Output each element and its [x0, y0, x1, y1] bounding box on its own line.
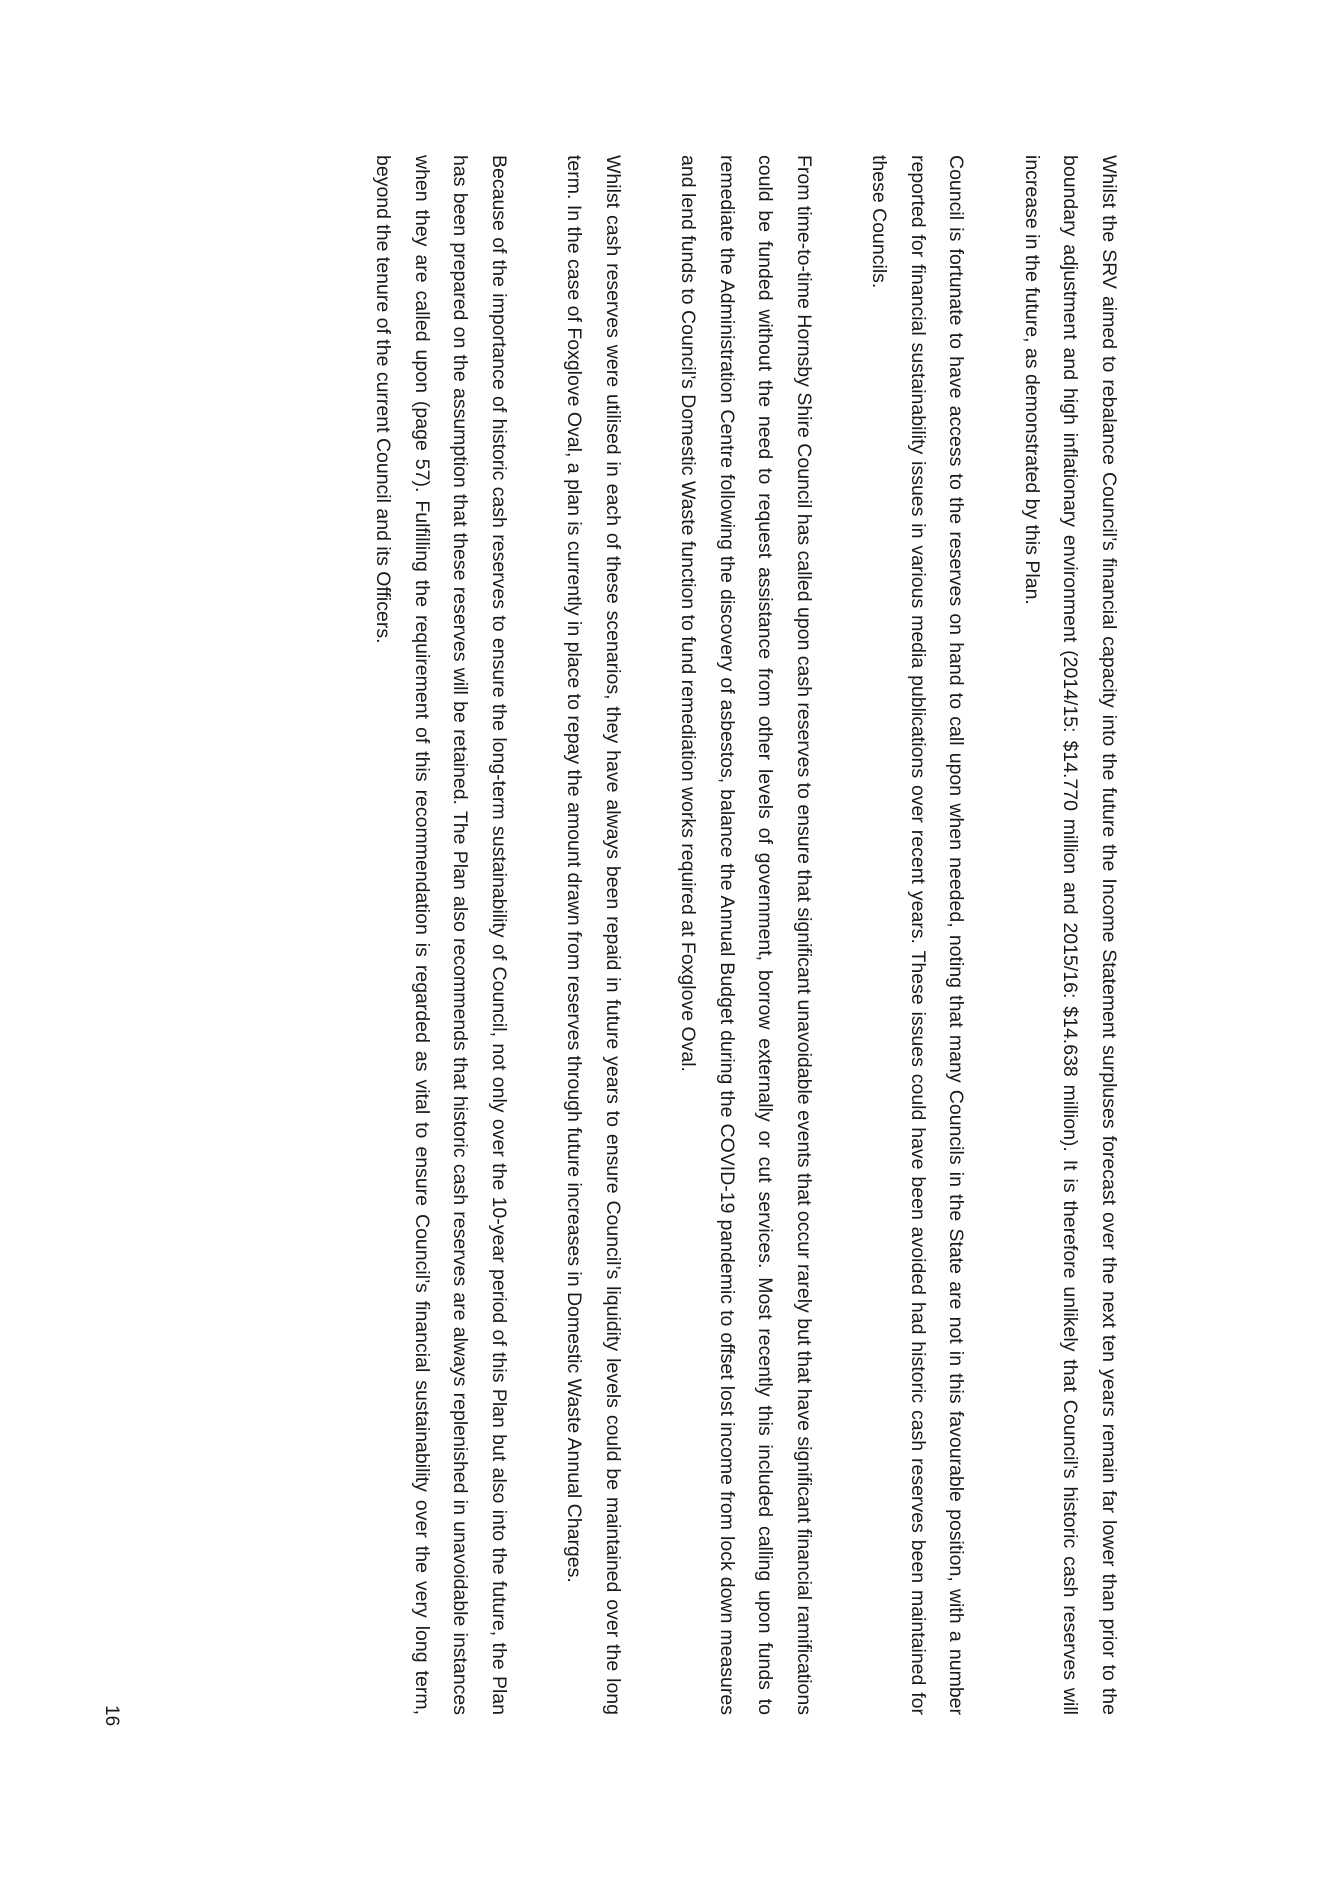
body-text: [327, 155, 1128, 1715]
paragraph-reserves-repaid: Whilst cash reserves were utilised in each of these scenarios, they have always been repaid in future years to ensure Council’s liquidity levels could be maintained over the long term. In the case of Foxglove Oval, a plan is currently in place to repay the amount drawn from reserves through future increases in Domestic Waste Annual Charges.: [563, 155, 624, 1715]
paragraph-reserves-access: Council is fortunate to have access to the reserves on hand to call upon when needed, noting that many Councils in the State are not in this favourable position, with a number reported for financial sustainability issues in various media publications over recent years. These issues could have been avoided had historic cash reserves been maintained for these Councils.: [868, 155, 968, 1715]
paragraph-reserves-usage: From time-to-time Hornsby Shire Council has called upon cash reserves to ensure that significant unavoidable events that occur rarely but that have significant financial ramifications could be funded without the need to request assistance from other levels of government, borrow externally or cut services. Most recently this included calling upon funds to remediate the Administration Centre following the discovery of asbestos, balance the Annual Budget during the COVID-19 pandemic to offset lost income from lock down measures and lend funds to Council’s Domestic Waste function to fund remediation works required at Foxglove Oval.: [677, 155, 815, 1715]
paragraph-srv-rebalance: Whilst the SRV aimed to rebalance Council’s financial capacity into the future the Income Statement surpluses forecast over the next ten years remain far lower than prior to the boundary adjustment and high inflationary environment (2014/15: $14.770 million and 2015/16: $14.638 million). It is therefore unlikely that Council’s historic cash reserves will increase in the future, as demonstrated by this Plan.: [1021, 155, 1120, 1715]
paragraph-reserves-importance: Because of the importance of historic cash reserves to ensure the long-term sustainability of Council, not only over the 10-year period of this Plan but also into the future, the Plan has been prepared on the assumption that these reserves will be retained. The Plan also recommends that historic cash reserves are always replenished in unavoidable instances when they are called upon (page 57). Fulfilling the requirement of this recommendation is regarded as vital to ensure Council’s financial sustainability over the very long term, beyond the tenure of the current Council and its Officers.: [372, 155, 510, 1715]
page-number: 16: [101, 1705, 122, 1727]
